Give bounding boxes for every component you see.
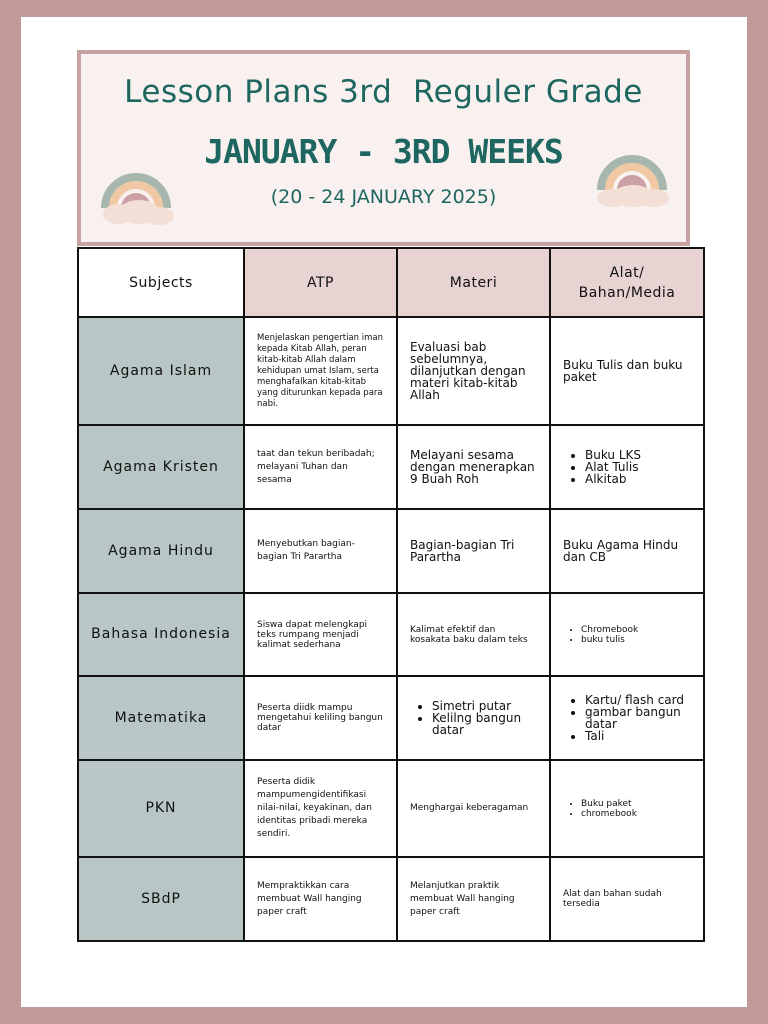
- list-item: • Kartu/ flash card: [585, 694, 691, 706]
- subject-cell: Agama Islam: [78, 317, 244, 425]
- materi-cell: Bagian-bagian Tri Parartha: [397, 509, 550, 593]
- list-item: • chromebook: [581, 809, 691, 819]
- atp-cell: Peserta diidk mampu mengetahui keliling bangun datar: [244, 676, 397, 760]
- alat-cell: [550, 425, 704, 509]
- materi-cell: Evaluasi bab sebelumnya, dilanjutkan dengan materi kitab-kitab Allah: [397, 317, 550, 425]
- materi-cell: [397, 676, 550, 760]
- alat-list: [563, 449, 691, 485]
- subject-cell: Bahasa Indonesia: [78, 593, 244, 676]
- list-item: • Buku LKS: [585, 449, 691, 461]
- table-row: [78, 760, 704, 857]
- header-banner: [77, 50, 690, 246]
- alat-list: [563, 694, 691, 742]
- header-alat: Alat/ Bahan/Media: [550, 248, 704, 317]
- rainbow-cloud-icon: [95, 164, 177, 228]
- subject-cell: Matematika: [78, 676, 244, 760]
- atp-cell: taat dan tekun beribadah; melayani Tuhan dan sesama: [244, 425, 397, 509]
- table-row: [78, 676, 704, 760]
- subject-cell: Agama Kristen: [78, 425, 244, 509]
- table-header-row: [78, 248, 704, 317]
- date-range: (20 - 24 JANUARY 2025): [270, 186, 497, 208]
- alat-list: [563, 625, 691, 645]
- lesson-plan-table: [77, 247, 705, 942]
- list-item: • Buku paket: [581, 799, 691, 809]
- page-sheet: [21, 17, 747, 1007]
- table-row: [78, 593, 704, 676]
- header-materi: Materi: [397, 248, 550, 317]
- alat-cell: [550, 593, 704, 676]
- alat-cell: [550, 760, 704, 857]
- materi-cell: Menghargai keberagaman: [397, 760, 550, 857]
- list-item: • Chromebook: [581, 625, 691, 635]
- table-row: [78, 317, 704, 425]
- materi-cell: Melayani sesama dengan menerapkan 9 Buah Roh: [397, 425, 550, 509]
- materi-cell: Kalimat efektif dan kosakata baku dalam teks: [397, 593, 550, 676]
- subject-cell: PKN: [78, 760, 244, 857]
- page-title: Lesson Plans 3rd Reguler Grade: [124, 74, 643, 110]
- subject-cell: Agama Hindu: [78, 509, 244, 593]
- atp-cell: Siswa dapat melengkapi teks rumpang menjadi kalimat sederhana: [244, 593, 397, 676]
- list-item: • Simetri putar: [432, 700, 537, 712]
- alat-cell: Buku Agama Hindu dan CB: [550, 509, 704, 593]
- atp-cell: Menyebutkan bagian-bagian Tri Parartha: [244, 509, 397, 593]
- list-item: • buku tulis: [581, 635, 691, 645]
- table-row: [78, 425, 704, 509]
- list-item: • Tali: [585, 730, 691, 742]
- list-item: • Alat Tulis: [585, 461, 691, 473]
- atp-cell: Mempraktikkan cara membuat Wall hanging paper craft: [244, 857, 397, 941]
- page-subtitle: JANUARY - 3RD WEEKS: [204, 132, 563, 171]
- materi-list: [410, 700, 537, 736]
- alat-list: [563, 799, 691, 819]
- atp-cell: Menjelaskan pengertian iman kepada Kitab Allah, peran kitab-kitab Allah dalam kehidupan umat Islam, serta menghafalkan kitab-kitab yang diturunkan kepada para nabi.: [244, 317, 397, 425]
- atp-cell: Peserta didik mampumengidentifikasi nilai-nilai, keyakinan, dan identitas pribadi mereka sendiri.: [244, 760, 397, 857]
- materi-cell: Melanjutkan praktik membuat Wall hanging paper craft: [397, 857, 550, 941]
- alat-cell: Buku Tulis dan buku paket: [550, 317, 704, 425]
- list-item: • Kelilng bangun datar: [432, 712, 537, 736]
- rainbow-cloud-icon: [591, 146, 673, 210]
- table-row: [78, 509, 704, 593]
- alat-cell: [550, 676, 704, 760]
- list-item: • gambar bangun datar: [585, 706, 691, 730]
- subject-cell: SBdP: [78, 857, 244, 941]
- table-row: [78, 857, 704, 941]
- header-atp: ATP: [244, 248, 397, 317]
- alat-cell: Alat dan bahan sudah tersedia: [550, 857, 704, 941]
- header-subjects: Subjects: [78, 248, 244, 317]
- list-item: • Alkitab: [585, 473, 691, 485]
